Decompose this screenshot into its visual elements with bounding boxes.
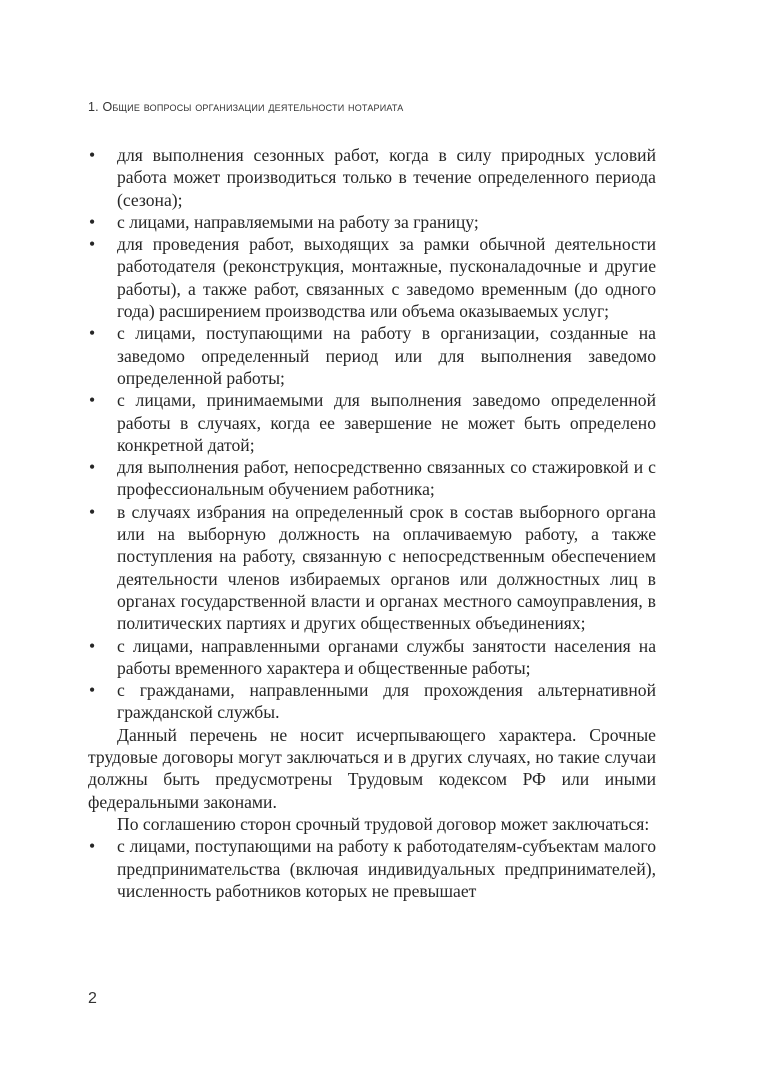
paragraph: Данный перечень не носит исчерпывающего характера. Срочные трудовые договоры могут заключаться и в других случаях, но такие случаи должны быть предусмотрены Трудовым кодексом РФ или иными федеральными законами.	[88, 724, 656, 812]
page-body	[88, 144, 656, 902]
bullet-marker: •	[89, 323, 96, 344]
list-item-text: с лицами, направляемыми на работу за границу;	[117, 211, 479, 232]
list-item-text: для выполнения работ, непосредственно связанных со стажировкой и с профессиональным обучением работника;	[117, 457, 656, 500]
bullet-marker: •	[89, 680, 96, 701]
list-item	[88, 835, 656, 902]
list-item-text: для проведения работ, выходящих за рамки обычной деятельности работодателя (реконструкция, монтажные, пусконаладочные и другие работы), а также работ, связанных с заведомо временным (до одного года) расширением производства или объема оказываемых услуг;	[117, 234, 656, 322]
list-item-text: с лицами, направленными органами службы занятости населения на работы временного характера и общественные работы;	[117, 635, 656, 678]
list-item	[88, 679, 656, 724]
list-item	[88, 144, 656, 211]
list-item	[88, 456, 656, 501]
list-item-text: в случаях избрания на определенный срок в состав выборного органа или на выборную должность на оплачиваемую работу, а также поступления на работу, связанную с непосредственным обеспечением деятельности членов избираемых органов или должностных лиц в органах государственной власти и органах местного самоуправления, в политических партиях и других общественных объединениях;	[117, 501, 656, 634]
bullet-marker: •	[89, 145, 96, 165]
list-item-text: с лицами, поступающими на работу в организации, созданные на заведомо определенный период или для выполнения заведомо определенной работы;	[117, 323, 656, 388]
bullet-marker: •	[89, 635, 96, 656]
bullet-marker: •	[89, 390, 96, 411]
bullet-marker: •	[89, 211, 96, 232]
list-item-text: с лицами, принимаемыми для выполнения заведомо определенной работы в случаях, когда ее завершение не может быть определено конкретной датой;	[117, 390, 656, 455]
list-item	[88, 635, 656, 680]
bullet-marker: •	[89, 234, 96, 255]
bullet-marker: •	[89, 501, 96, 522]
page-number: 2	[88, 990, 97, 1007]
list-item-text: с гражданами, направленными для прохождения альтернативной гражданской службы.	[117, 680, 656, 723]
list-item	[88, 233, 656, 322]
list-item	[88, 389, 656, 456]
list-item-text: с лицами, поступающими на работу к работодателям-субъектам малого предпринимательства (включая индивидуальных предпринимателей), численность работников которых не превышает	[117, 836, 656, 901]
bullet-marker: •	[89, 457, 96, 478]
paragraph: По соглашению сторон срочный трудовой договор может заключаться:	[117, 813, 650, 834]
bullet-marker: •	[89, 836, 96, 857]
list-item	[88, 211, 656, 233]
running-head: 1. Общие вопросы организации деятельности нотариата	[88, 100, 404, 114]
list-item	[88, 501, 656, 635]
list-item-text: для выполнения сезонных работ, когда в силу природных условий работа может производиться только в течение определенного периода (сезона);	[117, 145, 656, 210]
list-item	[88, 322, 656, 389]
